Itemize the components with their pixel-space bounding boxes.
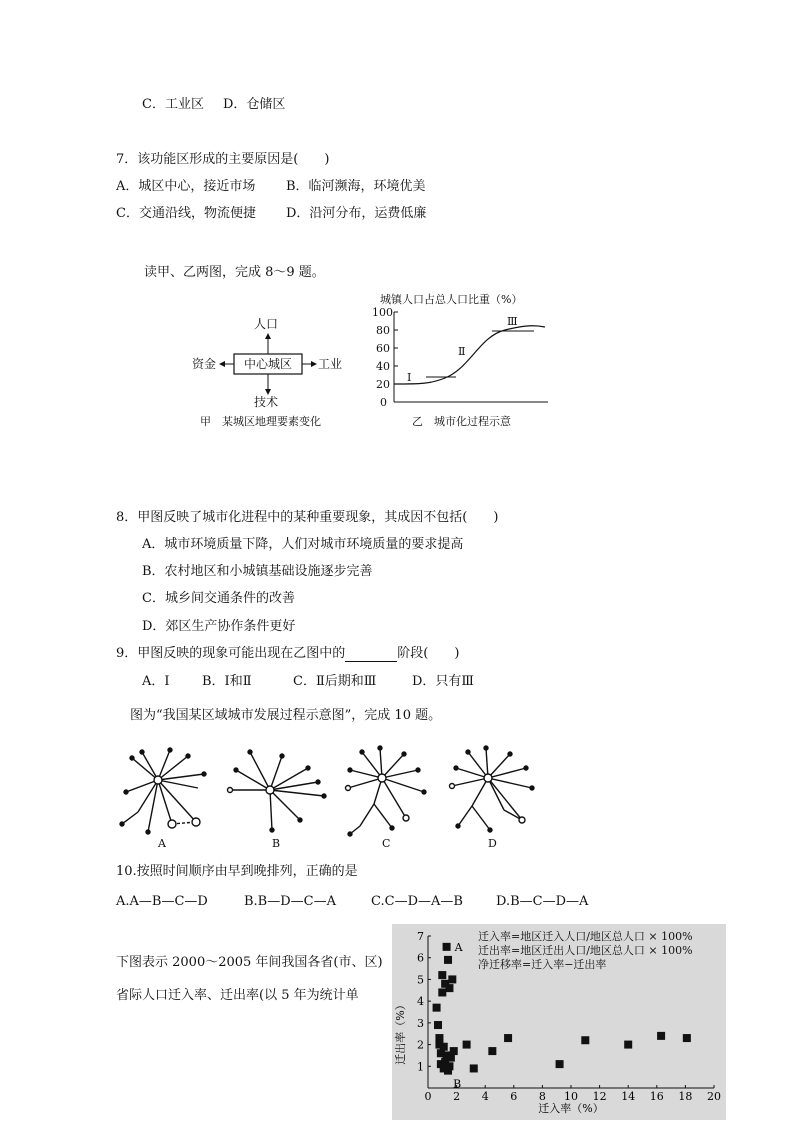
intro-tail-line1: 下图表示 2000～2005 年间我国各省(市、区) — [116, 955, 383, 970]
q10-option-b: B.B—D—C—A — [244, 894, 336, 909]
y-tick-label: 1 — [417, 1060, 424, 1074]
data-point — [448, 975, 456, 983]
yi-ytick: 100 — [372, 306, 393, 319]
q9-stem — [116, 646, 459, 662]
q7-option-a: A．城区中心，接近市场 — [116, 179, 256, 194]
x-tick-label: 2 — [453, 1090, 461, 1103]
data-point — [624, 1041, 632, 1049]
x-tick-label: 8 — [538, 1090, 546, 1103]
network-label-b: B — [272, 837, 281, 850]
data-point — [657, 1032, 665, 1040]
data-point — [683, 1034, 691, 1042]
figure-jia — [188, 316, 358, 434]
point-annotation: B — [453, 1077, 462, 1091]
yi-ytick: 0 — [380, 396, 387, 409]
yi-ytick: 60 — [376, 342, 390, 355]
network-figures — [112, 740, 542, 850]
q7-stem: 7．该功能区形成的主要原因是( ) — [116, 152, 330, 167]
scatter-legend-1: 迁入率=地区迁入人口/地区总人口 × 100% — [478, 930, 693, 943]
q10-option-d: D.B—C—D—A — [496, 894, 589, 909]
yi-ytick: 80 — [376, 324, 390, 337]
y-tick-label: 3 — [417, 1016, 424, 1030]
data-point — [556, 1060, 564, 1068]
x-tick-label: 20 — [707, 1090, 721, 1103]
data-point — [443, 943, 451, 951]
data-point — [444, 1067, 452, 1075]
q10-option-c: C.C—D—A—B — [371, 894, 463, 909]
network-diagrams — [112, 740, 542, 850]
q9-blank — [345, 649, 397, 662]
x-axis-label: 迁入率（%） — [538, 1102, 604, 1115]
y-tick-label: 7 — [417, 930, 424, 943]
network-label-a: A — [158, 837, 166, 850]
x-tick-label: 16 — [649, 1090, 664, 1103]
jia-top: 人口 — [254, 317, 279, 331]
q7-option-d: D．沿河分布，运费低廉 — [286, 206, 427, 221]
data-point — [488, 1047, 496, 1055]
q6-option-d: D．仓储区 — [223, 97, 286, 112]
q8-option-d: D．郊区生产协作条件更好 — [142, 619, 296, 634]
q10-stem: 10.按照时间顺序由早到晚排列，正确的是 — [116, 864, 358, 879]
q8-option-a: A．城市环境质量下降，人们对城市环境质量的要求提高 — [142, 537, 464, 552]
scatter-legend-3: 净迁移率=迁入率−迁出率 — [478, 958, 607, 971]
x-tick-label: 14 — [621, 1090, 636, 1103]
y-tick-label: 6 — [417, 951, 424, 965]
intro-tail-line2: 省际人口迁入率、迁出率(以 5 年为统计单 — [116, 988, 359, 1003]
jia-left: 资金 — [192, 357, 217, 371]
data-point — [438, 971, 446, 979]
data-point — [434, 1021, 442, 1029]
q9-option-d: D．只有Ⅲ — [412, 674, 474, 689]
yi-title: 城镇人口占总人口比重（%） — [380, 293, 523, 306]
yi-ytick: 20 — [376, 378, 390, 391]
intro-10: 图为“我国某区域城市发展过程示意图”，完成 10 题。 — [130, 708, 442, 723]
x-tick-label: 0 — [424, 1090, 432, 1103]
yi-ytick: 40 — [376, 360, 390, 373]
q9-option-b: B．Ⅰ和Ⅱ — [202, 674, 252, 689]
q7-option-b: B．临河濒海，环境优美 — [286, 179, 426, 194]
jia-caption: 甲 某城区地理要素变化 — [200, 415, 321, 428]
q8-option-c: C．城乡间交通条件的改善 — [142, 591, 295, 606]
data-point — [444, 956, 452, 964]
jia-right: 工业 — [318, 357, 343, 371]
q8-option-b: B．农村地区和小城镇基础设施逐步完善 — [142, 564, 373, 579]
yi-stage-2: Ⅱ — [458, 345, 466, 358]
yi-stage-1: Ⅰ — [407, 371, 412, 384]
q9-stem-before: 9．甲图反映的现象可能出现在乙图中的 — [116, 646, 346, 661]
jia-bottom: 技术 — [254, 395, 279, 409]
point-annotation: A — [454, 940, 463, 954]
x-tick-label: 6 — [510, 1090, 518, 1103]
data-point — [438, 988, 446, 996]
q9-option-c: C．Ⅱ后期和Ⅲ — [293, 674, 377, 689]
yi-stage-3: Ⅲ — [507, 315, 518, 328]
network-label-c: C — [382, 837, 391, 850]
x-tick-label: 10 — [564, 1090, 578, 1103]
data-point — [581, 1036, 589, 1044]
q9-option-a: A．Ⅰ — [142, 674, 170, 689]
jia-center: 中心城区 — [243, 357, 292, 371]
data-point — [504, 1034, 512, 1042]
q8-stem: 8．甲图反映了城市化进程中的某种重要现象，其成因不包括( ) — [116, 510, 499, 525]
intro-8-9: 读甲、乙两图，完成 8～9 题。 — [144, 265, 325, 280]
scatter-chart-panel — [392, 924, 726, 1120]
data-point — [445, 984, 453, 992]
y-axis-label: 迁出率（%） — [394, 999, 407, 1065]
q10-option-a: A.A—B—C—D — [116, 894, 208, 909]
network-label-d: D — [488, 837, 497, 850]
y-tick-label: 5 — [417, 973, 424, 987]
data-point — [450, 1047, 458, 1055]
y-tick-label: 2 — [417, 1038, 424, 1052]
data-point — [433, 1004, 441, 1012]
x-tick-label: 18 — [678, 1090, 693, 1103]
scatter-legend-2: 迁出率=地区迁出人口/地区总人口 × 100% — [478, 944, 693, 957]
yi-caption: 乙 城市化过程示意 — [412, 415, 511, 428]
x-tick-label: 4 — [481, 1090, 489, 1103]
figure-yi — [370, 292, 560, 432]
y-tick-label: 4 — [417, 995, 424, 1009]
q9-stem-after: 阶段( ) — [397, 646, 460, 661]
x-tick-label: 12 — [592, 1090, 607, 1103]
q7-option-c: C．交通沿线，物流便捷 — [116, 206, 256, 221]
data-point — [463, 1041, 471, 1049]
data-point — [470, 1064, 478, 1072]
q6-option-c: C．工业区 — [142, 97, 204, 112]
